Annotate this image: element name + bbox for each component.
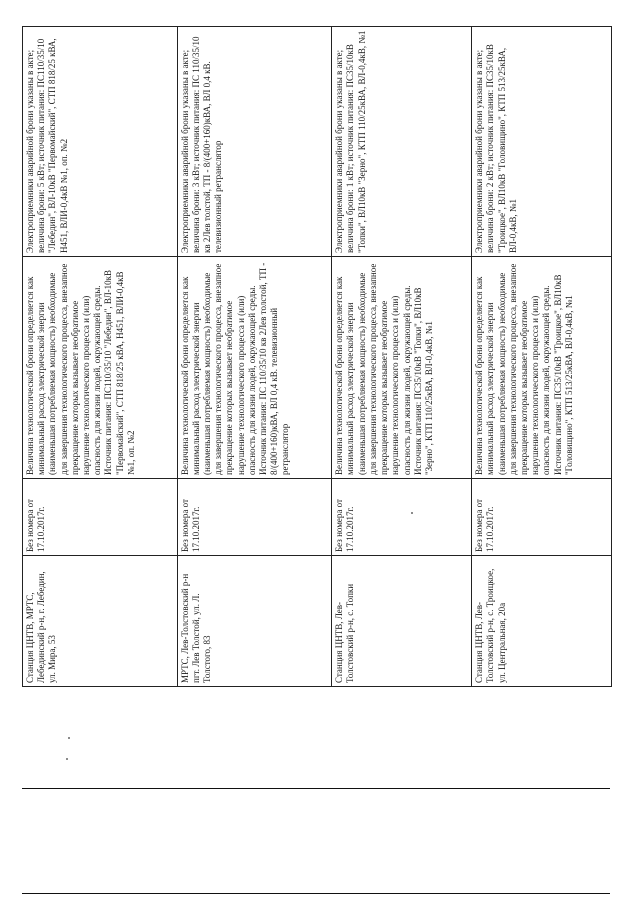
location-cell: Станция ЦНТВ, МРТС, Лебединский р-н, г. Лебедин, ул. Мира, 53: [23, 556, 178, 687]
location-cell: Станция ЦНТВ, Лев-Толстовский р-н, с. Троицкое, ул. Центральная, 20а: [472, 556, 612, 687]
power-cell: Электроприемники аварийной брони указаны в акте; величина брони: 2 кВт; источник питания: ПС35/10кВ "Троицкое", ВЛ10кВ "Головищино", КТП 513/25кВА, ВЛ-0,4кВ, №1: [472, 27, 612, 257]
divider-line: [22, 893, 610, 894]
scan-speck: [411, 512, 413, 514]
power-cell: Электроприемники аварийной брони указаны в акте; величина брони: 3 кВт; источник питания: ПС 110/35/10 кв 2Лев толстой, ТП - 8/(400+160)кВА, ВЛ 0,4 кВ. телевизионный ретранслятор: [177, 27, 332, 257]
docref-cell: Без номера от 17.10.2017г.: [23, 479, 178, 556]
scan-speck: [66, 758, 68, 760]
rotated-table-wrapper: [22, 27, 612, 687]
power-cell: Электроприемники аварийной брони указаны в акте; величина брони: 1 кВт; источник питания: ПС35/10кВ "Топки", ВЛ10кВ "Зерно", КТП 110/25кВА, ВЛ-0,4кВ, №1: [332, 27, 472, 257]
justification-cell: Величина технологической брони определяется как минимальный расход электрической энергии (наименьшая потребляемая мощность) необходимые для завершения технологического процесса, внезапное прекращение которых вызывает необратимое нарушение технологического процесса и (или) опасность для жизни людей, окружающей среды. Источник питания: ПС35/10кВ "Троицкое", ВЛ10кВ "Головищино", КТП 513/25кВА, ВЛ-0,4кВ, №1: [472, 257, 612, 479]
docref-cell: Без номера от 17.10.2017г.: [332, 479, 472, 556]
docref-cell: Без номера от 17.10.2017г.: [177, 479, 332, 556]
scan-speck: [68, 737, 70, 739]
table-row: [23, 27, 178, 687]
docref-cell: Без номера от 17.10.2017г.: [472, 479, 612, 556]
justification-cell: Величина технологической брони определяется как минимальный расход электрической энергии (наименьшая потребляемая мощность) необходимые для завершения технологического процесса, внезапное прекращение которых вызывает необратимое нарушение технологического процесса и (или) опасность для жизни людей, окружающей среды. Источник питания: ПС35/10кВ "Топки", ВЛ10кВ "Зерно", КТП 110/25кВА, ВЛ-0,4кВ, №1: [332, 257, 472, 479]
location-cell: МРТС, Лев-Толстовский р-н пгт. Лев Толстой, ул. Л. Толстого, 83: [177, 556, 332, 687]
divider-line: [22, 788, 610, 789]
table-row: [472, 27, 612, 687]
table-row: [177, 27, 332, 687]
table-row: [332, 27, 472, 687]
justification-cell: Величина технологической брони определяется как минимальный расход электрической энергии (наименьшая потребляемая мощность) необходимые для завершения технологического процесса, внезапное прекращение которых вызывает необратимое нарушение технологического процесса и (или) опасность для жизни людей, окружающей среды. Источник питания: ПС 110/35/10 кв 2Лев толстой, ТП - 8/(400+160)кВА, ВЛ 0,4 кВ. телевизионный ретранслятор: [177, 257, 332, 479]
power-reserve-table: [22, 26, 612, 687]
justification-cell: Величина технологической брони определяется как минимальный расход электрической энергии (наименьшая потребляемая мощность) необходимые для завершения технологического процесса, внезапное прекращение которых вызывает необратимое нарушение технологического процесса и (или) опасность для жизни людей, окружающей среды. Источник питания: ПС110/35/10 "Лебедин", ВЛ-10кВ "Первомайский", СТП 818/25 кВА, Н451, ВЛИ-0,4кВ №1, оп. №2: [23, 257, 178, 479]
location-cell: Станция ЦНТВ, Лев-Толстовский р-н, с. Топки: [332, 556, 472, 687]
power-cell: Электроприемники аварийной брони указаны в акте; величина брони: 5 кВт; источник питания: ПС110/35/10 "Лебедин", ВЛ-10кВ "Первомайский", СТП 818/25 кВА, Н451, ВЛИ-0,4кВ №1, оп. №2: [23, 27, 178, 257]
